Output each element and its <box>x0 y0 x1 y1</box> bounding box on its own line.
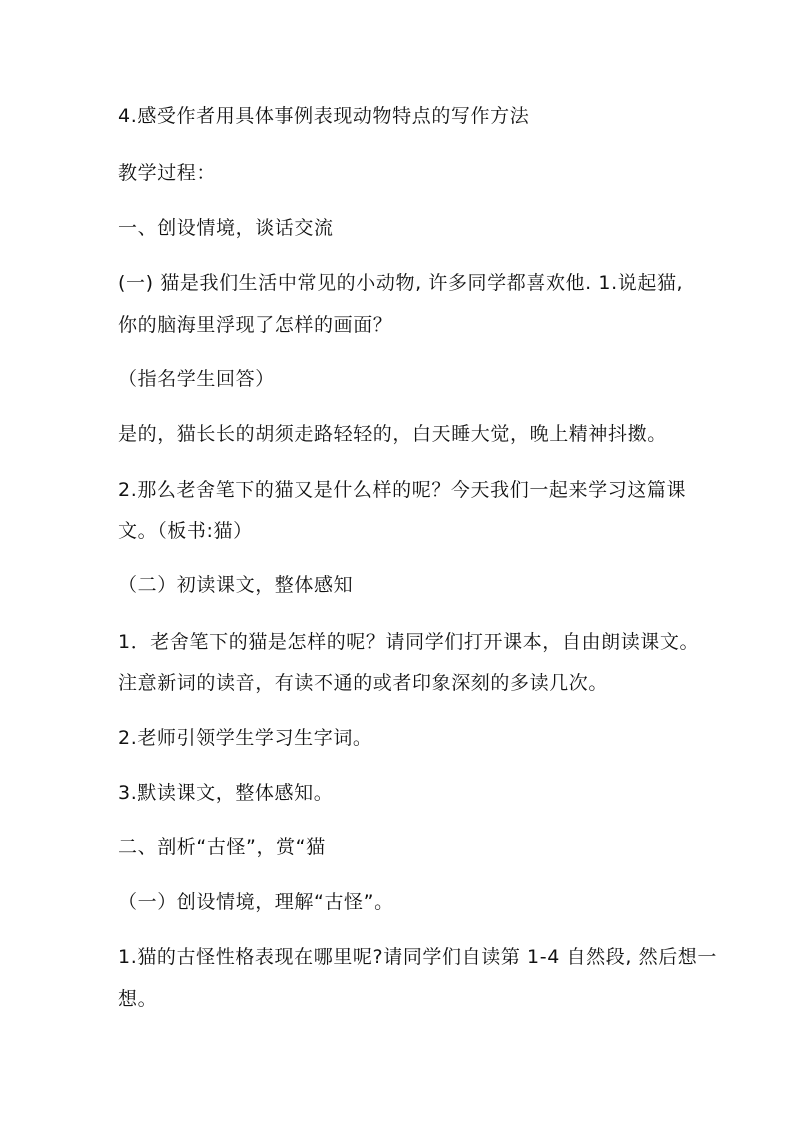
paragraph-line: 2.那么老舍笔下的猫又是什么样的呢？今天我们一起来学习这篇课 <box>118 479 687 501</box>
subsection-heading: （一）创设情境，理解“古怪”。 <box>118 891 394 913</box>
teaching-process-heading: 教学过程： <box>118 162 217 184</box>
subsection-heading: （二）初读课文，整体感知 <box>118 574 354 596</box>
paragraph-line: （指名学生回答） <box>118 368 275 390</box>
paragraph-line: 2.老师引领学生学习生字词。 <box>118 727 373 749</box>
paragraph-line: (一) 猫是我们生活中常见的小动物, 许多同学都喜欢他. 1.说起猫, <box>118 272 684 294</box>
paragraph-line: 1.猫的古怪性格表现在哪里呢?请同学们自读第 1-4 自然段, 然后想一 <box>118 946 718 968</box>
paragraph-line: 想。 <box>118 988 158 1010</box>
paragraph-line: 是的，猫长长的胡须走路轻轻的，白天睡大觉，晚上精神抖擞。 <box>118 423 667 445</box>
section-1-heading: 一、创设情境，谈话交流 <box>118 217 334 239</box>
section-2-heading: 二、剖析“古怪”，赏“猫 <box>118 836 326 858</box>
paragraph-line: 你的脑海里浮现了怎样的画面？ <box>118 314 393 336</box>
paragraph-line: 注意新词的读音，有读不通的或者印象深刻的多读几次。 <box>118 672 609 694</box>
objective-line-4: 4.感受作者用具体事例表现动物特点的写作方法 <box>118 105 530 127</box>
paragraph-line: 3.默读课文，整体感知。 <box>118 782 334 804</box>
paragraph-line: 1．老舍笔下的猫是怎样的呢？请同学们打开课本，自由朗读课文。 <box>118 631 700 653</box>
paragraph-line: 文。（板书:猫） <box>118 520 253 542</box>
